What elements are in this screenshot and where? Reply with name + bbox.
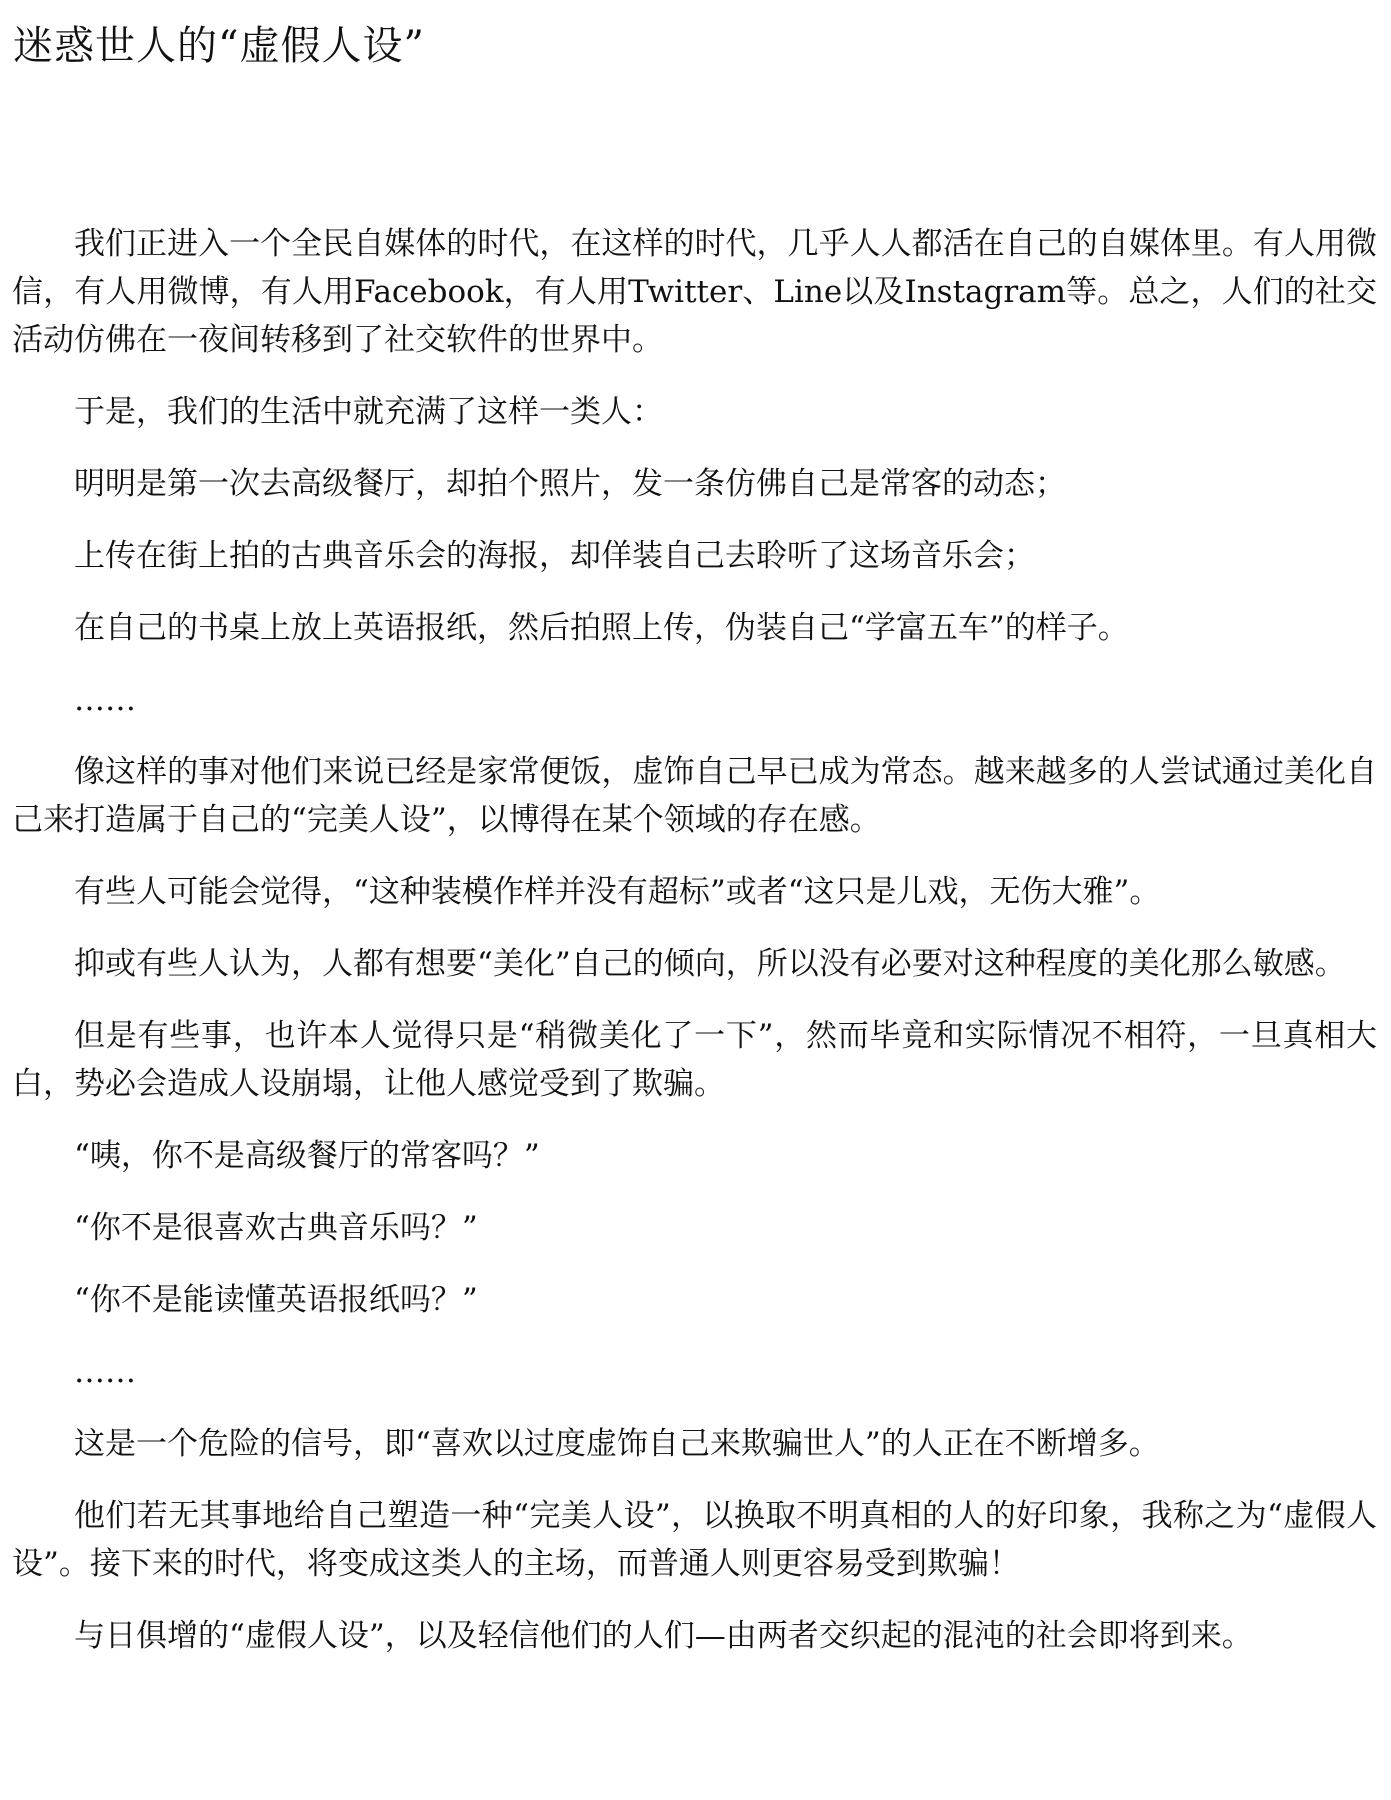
quote-paragraph: “你不是很喜欢古典音乐吗？”	[74, 1210, 478, 1246]
quote-paragraph: “你不是能读懂英语报纸吗？”	[74, 1282, 478, 1318]
paragraph: 明明是第一次去高级餐厅，却拍个照片，发一条仿佛自己是常客的动态；	[74, 466, 1066, 502]
paragraph: 在自己的书桌上放上英语报纸，然后拍照上传，伪装自己“学富五车”的样子。	[74, 610, 1129, 646]
paragraph: 抑或有些人认为，人都有想要“美化”自己的倾向，所以没有必要对这种程度的美化那么敏感。	[74, 946, 1346, 982]
paragraph: 但是有些事，也许本人觉得只是“稍微美化了一下”，然而毕竟和实际情况不相符，一旦真相大白，势必会造成人设崩塌，让他人感觉受到了欺骗。	[12, 1018, 1377, 1102]
paragraph: 有些人可能会觉得，“这种装模作样并没有超标”或者“这只是儿戏，无伤大雅”。	[74, 874, 1161, 910]
paragraph: 他们若无其事地给自己塑造一种“完美人设”，以换取不明真相的人的好印象，我称之为“虚假人设”。接下来的时代，将变成这类人的主场，而普通人则更容易受到欺骗！	[12, 1498, 1377, 1582]
article-body	[12, 220, 1377, 1684]
paragraph: 像这样的事对他们来说已经是家常便饭，虚饰自己早已成为常态。越来越多的人尝试通过美化自己来打造属于自己的“完美人设”，以博得在某个领域的存在感。	[12, 754, 1377, 838]
paragraph: 于是，我们的生活中就充满了这样一类人：	[74, 394, 663, 430]
quote-paragraph: “咦，你不是高级餐厅的常客吗？”	[74, 1138, 540, 1174]
paragraph: 我们正进入一个全民自媒体的时代，在这样的时代，几乎人人都活在自己的自媒体里。有人用微信，有人用微博，有人用Facebook，有人用Twitter、Line以及Instagram等。总之，人们的社交活动仿佛在一夜间转移到了社交软件的世界中。	[12, 226, 1377, 358]
ellipsis-paragraph: ……	[74, 1354, 136, 1390]
ellipsis-paragraph: ……	[74, 682, 136, 718]
paragraph: 与日俱增的“虚假人设”，以及轻信他们的人们—由两者交织起的混沌的社会即将到来。	[74, 1618, 1253, 1654]
paragraph: 上传在街上拍的古典音乐会的海报，却佯装自己去聆听了这场音乐会；	[74, 538, 1035, 574]
page-title: 迷惑世人的“虚假人设”	[13, 23, 425, 69]
paragraph: 这是一个危险的信号，即“喜欢以过度虚饰自己来欺骗世人”的人正在不断增多。	[74, 1426, 1160, 1462]
